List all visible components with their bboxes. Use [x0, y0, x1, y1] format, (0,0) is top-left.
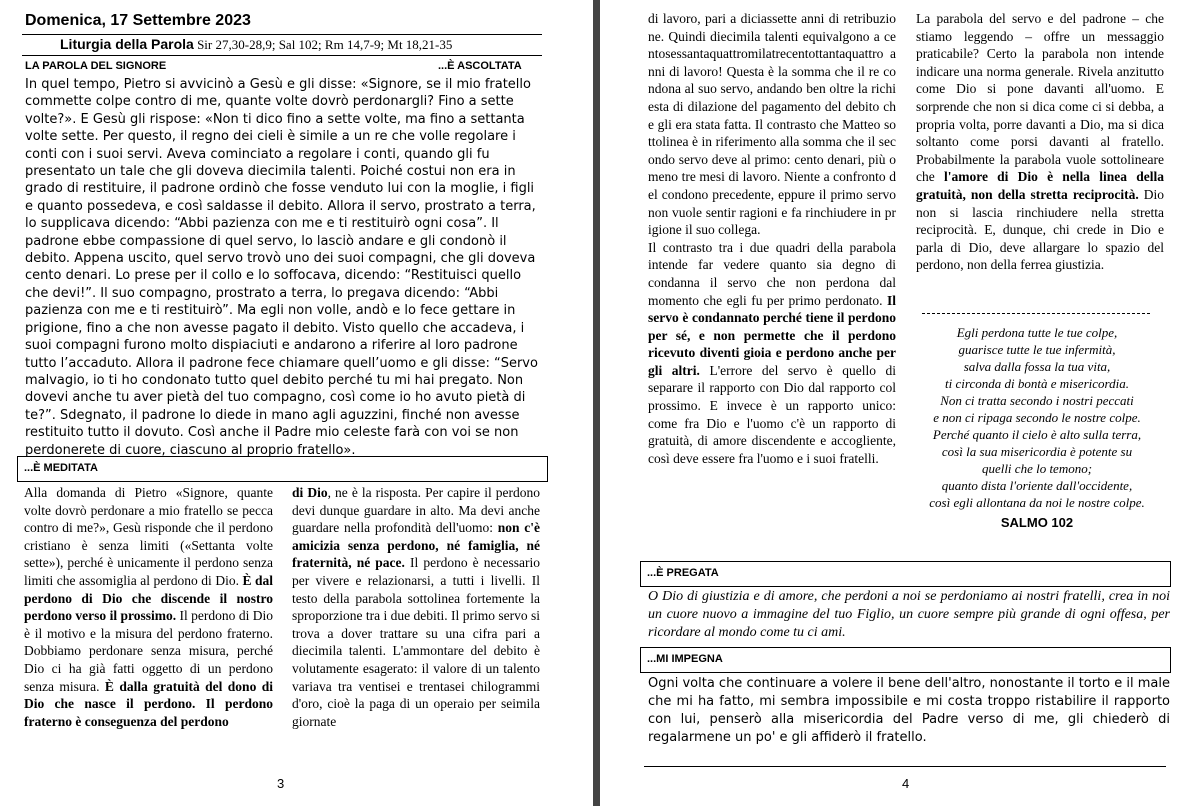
psalm-source: SALMO 102	[1000, 515, 1074, 530]
psalm-line: così la sua misericordia è potente su	[941, 444, 1133, 459]
page-divider	[593, 0, 600, 806]
text-run: Il perdono è necessario per vivere e relazionarsi, a tutti i livelli. Il testo della parabola sottolinea fortemente la sproporzione tra i due debiti. Il primo servo si trova a dover trattare su una cifra pari a diecimila talenti. L'ammontare del debito è volutamente esagerato: il valore di un talento variava tra ventisei e trentasei chilogrammi d'oro, cioè la paga di un operaio per seimila giornate	[292, 555, 540, 729]
commit-header-box	[640, 647, 1171, 673]
meditation-col1-paragraph	[24, 484, 273, 730]
bold-run: non c'è amicizia senza perdono, né famiglia, né fraternità, né pace.	[292, 520, 540, 571]
psalm-line: quanto dista l'oriente dall'occidente,	[941, 478, 1133, 493]
liturgy-title: Liturgia della Parola	[60, 36, 194, 52]
psalm-line: e non ci ripaga secondo le nostre colpe.	[933, 410, 1141, 425]
liturgy-refs: Sir 27,30-28,9; Sal 102; Rm 14,7-9; Mt 18,21-35	[197, 37, 453, 52]
liturgy-rule	[22, 55, 542, 56]
text-run: Dio non si lascia rinchiudere nella stretta reciprocità. E, dunque, chi crede in Dio e parla di Dio, deve allargare lo spazio del perdono, non della ferrea giustizia.	[916, 186, 1165, 273]
text-run: Alla domanda di Pietro «Signore, quante volte dovrò perdonare a mio fratello se pecca contro di me?», Gesù risponde che il perdono cristiano è senza limiti («Settanta volte sette»), perché è unicamente il perdono senza limiti che assomiglia al perdono di Dio.	[24, 485, 273, 588]
text-run: La parabola del servo e del padrone – che stiamo leggendo – offre un messaggio praticabile? Certo la parabola non intende indicare una norma generale. Rivela anzitutto come Dio si pone davanti all'uomo. E sorprende che non si dica come ci si debba, a propria volta, porre davanti a Dio, ma si dica soltanto come porsi davanti al fratello. Probabilmente la parabola vuole sottolineare che	[916, 11, 1164, 185]
psalm-line: Egli perdona tutte le tue colpe,	[956, 325, 1118, 340]
liturgy-line	[60, 36, 452, 53]
header-rule	[22, 34, 542, 35]
prayed-header-box	[640, 561, 1171, 587]
commit-label: ...MI IMPEGNA	[647, 653, 723, 665]
section-word-label: LA PAROLA DEL SIGNORE	[25, 60, 167, 72]
text-run: , ne è la risposta. Per capire il perdono devi dunque guardare in alto. Ma devi anche guardare nella profondità dell'uomo:	[292, 485, 540, 536]
meditated-header-box	[17, 456, 548, 482]
gospel-paragraph: In quel tempo, Pietro si avvicinò a Gesù e gli disse: «Signore, se il mio fratello commette colpe contro di me, quante volte dovrò perdonargli? Fino a sette volte?». E Gesù gli rispose: «Non ti dico fino a sette volte, ma fino a settanta volte sette. Per questo, il regno dei cieli è simile a un re che volle regolare i conti con i suoi servi. Aveva cominciato a regolare i conti, quando gli fu presentato un tale che gli doveva diecimila talenti. Poiché costui non era in grado di restituire, il padrone ordinò che fosse venduto lui con la moglie, i figli e quanto possedeva, e così saldasse il debito. Allora il servo, prostrato a terra, lo supplicava dicendo: “Abbi pazienza con me e ti restituirò ogni cosa”. Il padrone ebbe compassione di quel servo, lo lasciò andare e gli condonò il debito. Appena uscito, quel servo trovò uno dei suoi compagni, che gli doveva cento denari. Lo prese per il collo e lo soffocava, dicendo: “Restituisci quello che devi!”. Il suo compagno, prostrato a terra, lo pregava dicendo: “Abbi pazienza con me e ti restituirò”. Ma egli non volle, andò e lo fece gettare in prigione, fino a che non avesse pagato il debito. Visto quello che accadeva, i suoi compagni furono molto dispiaciuti e andarono a riferire al loro padrone tutto l’accaduto. Allora il padrone fece chiamare quell’uomo e gli disse: “Servo malvagio, io ti ho condonato tutto quel debito perché tu mi hai pregato. Non dovevi anche tu aver pietà del tuo compagno, così come io ho avuto pietà di te?”. Sdegnato, il padrone lo diede in mano agli aguzzini, finché non avesse restituito tutto il dovuto. Così anche il Padre mio celeste farà con voi se non perdonerete di cuore, ciascuno al proprio fratello».	[25, 77, 538, 458]
commitment-text: Ogni volta che continuare a volere il bene dell'altro, nonostante il torto e il male che mi ha fatto, mi sembra impossibile e mi costa troppo ristabilire il rapporto con lui, penserò alla misericordia del Padre verso di me, gli chiederò di regalarmene un po' e gli affiderò il fratello.	[648, 676, 1170, 745]
text-run: L'errore del servo è quello di separare il rapporto con Dio dal rapporto col prossimo. E invece è un rapporto unico: come fra Dio e l'uomo c'è un rapporto di gratuità, di amore discendente e accogliente, così deve essere fra l'uomo e i suoi fratelli.	[648, 362, 896, 466]
meditated-label: ...È MEDITATA	[24, 462, 98, 474]
page-number: 3	[277, 776, 285, 791]
psalm-line: Perché quanto il cielo è alto sulla terra,	[932, 427, 1142, 442]
text-run: Il perdono di Dio è il motivo e la misura del perdono fraterno. Dobbiamo perdonare senza misura, perché Dio ci ha già fatti oggetto di un perdono senza misura.	[24, 608, 273, 694]
bold-run: Il servo è condannato perché tiene il perdono per sé, e non permette che il perdono ricevuto diventi gioia e perdono anche per gli altri.	[648, 292, 896, 378]
page-number: 4	[902, 776, 910, 791]
footer-rule	[644, 766, 1166, 767]
dashed-separator	[922, 313, 1150, 314]
psalm-line: così egli allontana da noi le nostre colpe.	[929, 495, 1145, 510]
prayer-text: O Dio di giustizia e di amore, che perdoni a noi se perdoniamo ai nostri fratelli, crea in noi un cuore nuovo a immagine del tuo Figlio, un cuore sempre più grande di ogni offesa, per ricordare al mondo come tu ci ami.	[648, 589, 1170, 640]
psalm-quote	[912, 324, 1162, 511]
bold-run: l'amore di Dio è nella linea della gratuità, non della stretta reciprocità.	[916, 169, 1164, 202]
date-heading: Domenica, 17 Settembre 2023	[25, 12, 251, 29]
bold-run: È dalla gratuità del dono di Dio che nasce il perdono. Il perdono fraterno è conseguenza del perdono	[24, 678, 273, 729]
psalm-line: salva dalla fossa la tua vita,	[963, 359, 1111, 374]
reflection-paragraph	[648, 239, 896, 468]
meditation-column-2	[292, 484, 540, 730]
gospel-text	[25, 76, 540, 459]
reflection-column-2	[916, 10, 1164, 274]
page-4	[600, 0, 1185, 806]
reflection-paragraph	[648, 10, 896, 239]
psalm-line: ti circonda di bontà e misericordia.	[945, 376, 1129, 391]
text-run: di lavoro, pari a diciassette anni di retribuzione. Quindi diecimila talenti equivalgono a centosessantaquattromilatrecentottantaquattro anni di lavoro! Questa è la somma che il re condona al suo servo, andando ben oltre la richiesta di dilazione del pagamento del debito che gli era stata fatta. Il contrasto che Matteo sottolinea è in riferimento alla somma che il secondo servo deve al primo: cento denari, più o meno tre mesi di lavoro. Niente a confronto del condono precedente, eppure il primo servo non vuole sentir ragioni e fa rinchiudere in prigione il suo collega.	[648, 11, 896, 238]
section-listen-label: ...È ASCOLTATA	[438, 60, 522, 72]
meditation-col2-paragraph	[292, 484, 540, 730]
reflection-column-1	[648, 10, 896, 467]
reflection-paragraph	[916, 10, 1164, 274]
psalm-line: Non ci tratta secondo i nostri peccati	[940, 393, 1134, 408]
bold-run: di Dio	[292, 485, 328, 500]
text-run: Il contrasto tra i due quadri della parabola intende far vedere quanto sia degno di condanna il servo che non perdona dal momento che egli fu per primo perdonato.	[648, 239, 896, 308]
bold-run: È dal perdono di Dio che discende il nostro perdono verso il prossimo.	[24, 572, 273, 624]
meditation-column-1	[24, 484, 273, 730]
psalm-line: quelli che lo temono;	[981, 461, 1093, 476]
psalm-line: guarisce tutte le tue infermità,	[958, 342, 1116, 357]
prayed-label: ...È PREGATA	[647, 567, 719, 579]
